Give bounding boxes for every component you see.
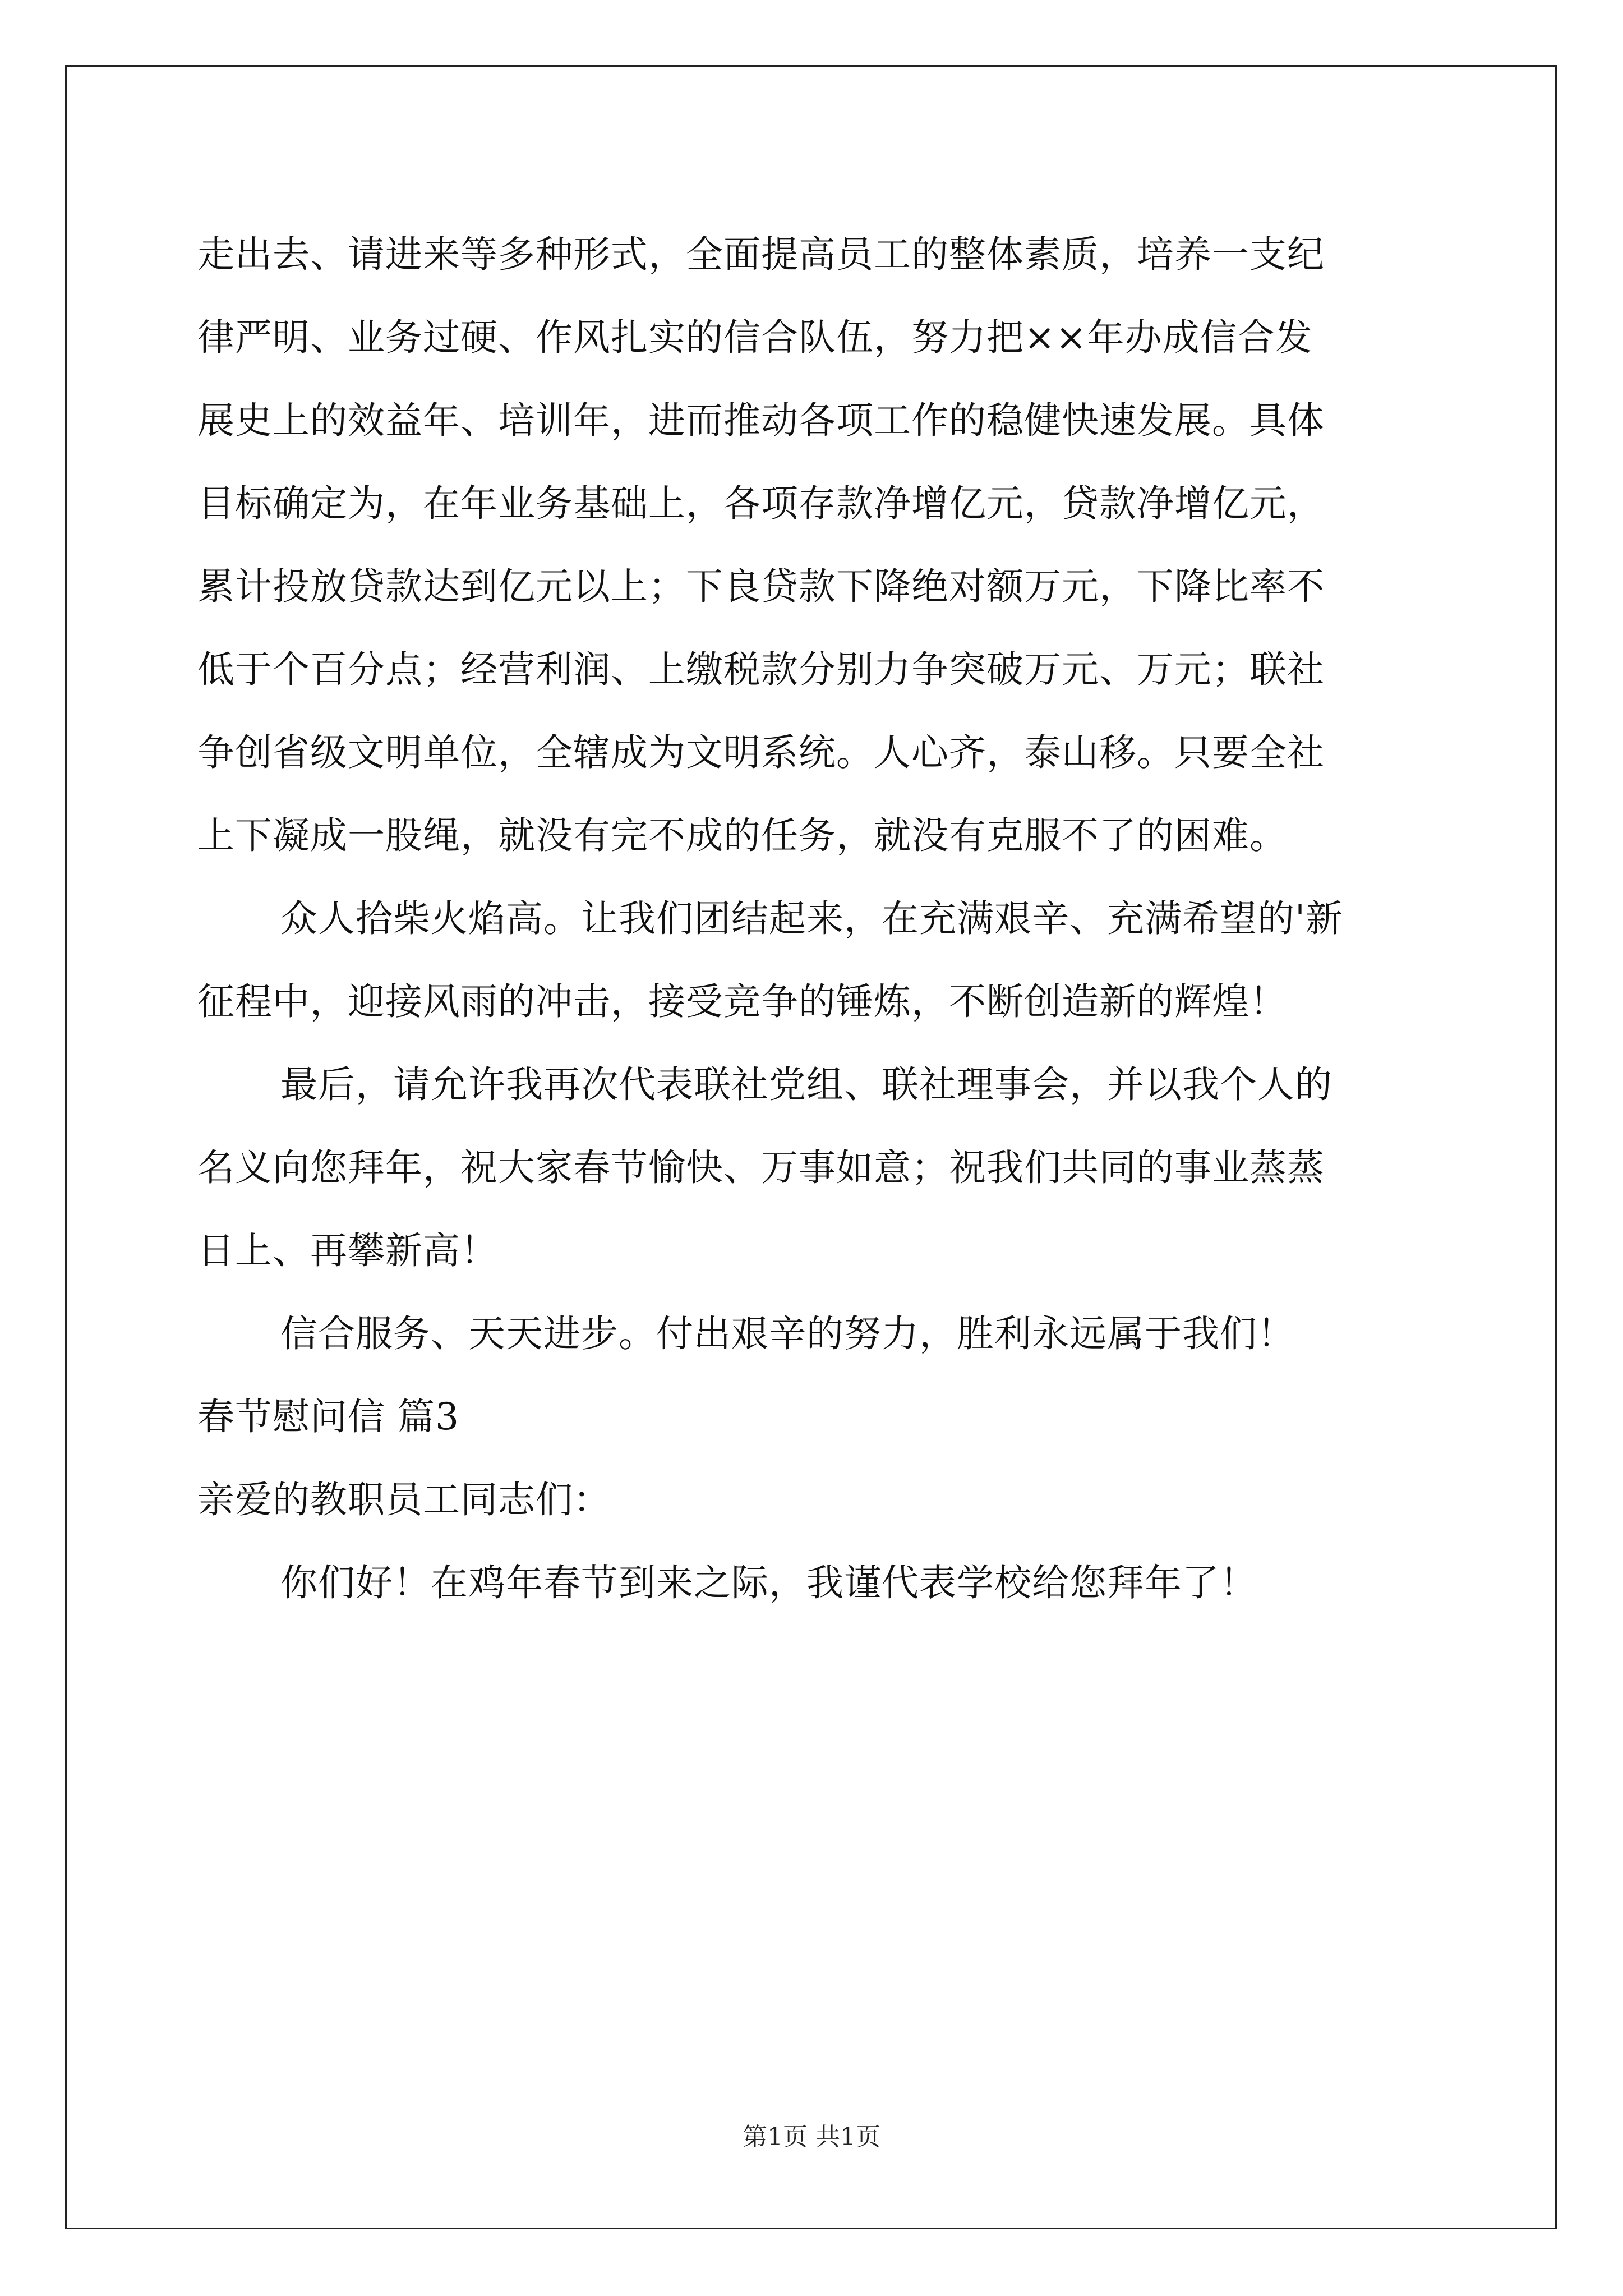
text-line: 最后，请允许我再次代表联社党组、联社理事会，并以我个人的 xyxy=(280,1063,1332,1106)
text-line: 目标确定为，在年业务基础上，各项存款净增亿元，贷款净增亿元， xyxy=(197,482,1325,525)
text-line: 低于个百分点；经营利润、上缴税款分别力争突破万元、万元；联社 xyxy=(197,648,1325,691)
text-line: 信合服务、天天进步。付出艰辛的努力，胜利永远属于我们！ xyxy=(280,1312,1295,1355)
text-line: 上下凝成一股绳，就没有完不成的任务，就没有克服不了的困难。 xyxy=(197,814,1287,857)
document-body xyxy=(197,213,1426,1625)
text-line: 日上、再攀新高！ xyxy=(197,1229,498,1272)
text-line: 名义向您拜年，祝大家春节愉快、万事如意；祝我们共同的事业蒸蒸 xyxy=(197,1146,1325,1189)
salutation: 亲爱的教职员工同志们： xyxy=(197,1478,611,1521)
text-line: 你们好！在鸡年春节到来之际，我谨代表学校给您拜年了！ xyxy=(280,1561,1257,1604)
page-number-footer: 第1页 共1页 xyxy=(743,2123,880,2151)
text-line: 征程中，迎接风雨的冲击，接受竞争的锤炼，不断创造新的辉煌！ xyxy=(197,980,1287,1023)
text-line: 展史上的效益年、培训年，进而推动各项工作的稳健快速发展。具体 xyxy=(197,399,1325,442)
section-heading: 春节慰问信 篇3 xyxy=(197,1395,459,1438)
text-line: 争创省级文明单位，全辖成为文明系统。人心齐，泰山移。只要全社 xyxy=(197,731,1325,774)
text-line: 律严明、业务过硬、作风扎实的信合队伍，努力把××年办成信合发 xyxy=(197,316,1313,359)
text-line: 走出去、请进来等多种形式，全面提高员工的整体素质，培养一支纪 xyxy=(197,233,1325,276)
text-line: 累计投放贷款达到亿元以上；下良贷款下降绝对额万元，下降比率不 xyxy=(197,565,1325,608)
text-line: 众人拾柴火焰高。让我们团结起来，在充满艰辛、充满希望的'新 xyxy=(280,897,1344,940)
